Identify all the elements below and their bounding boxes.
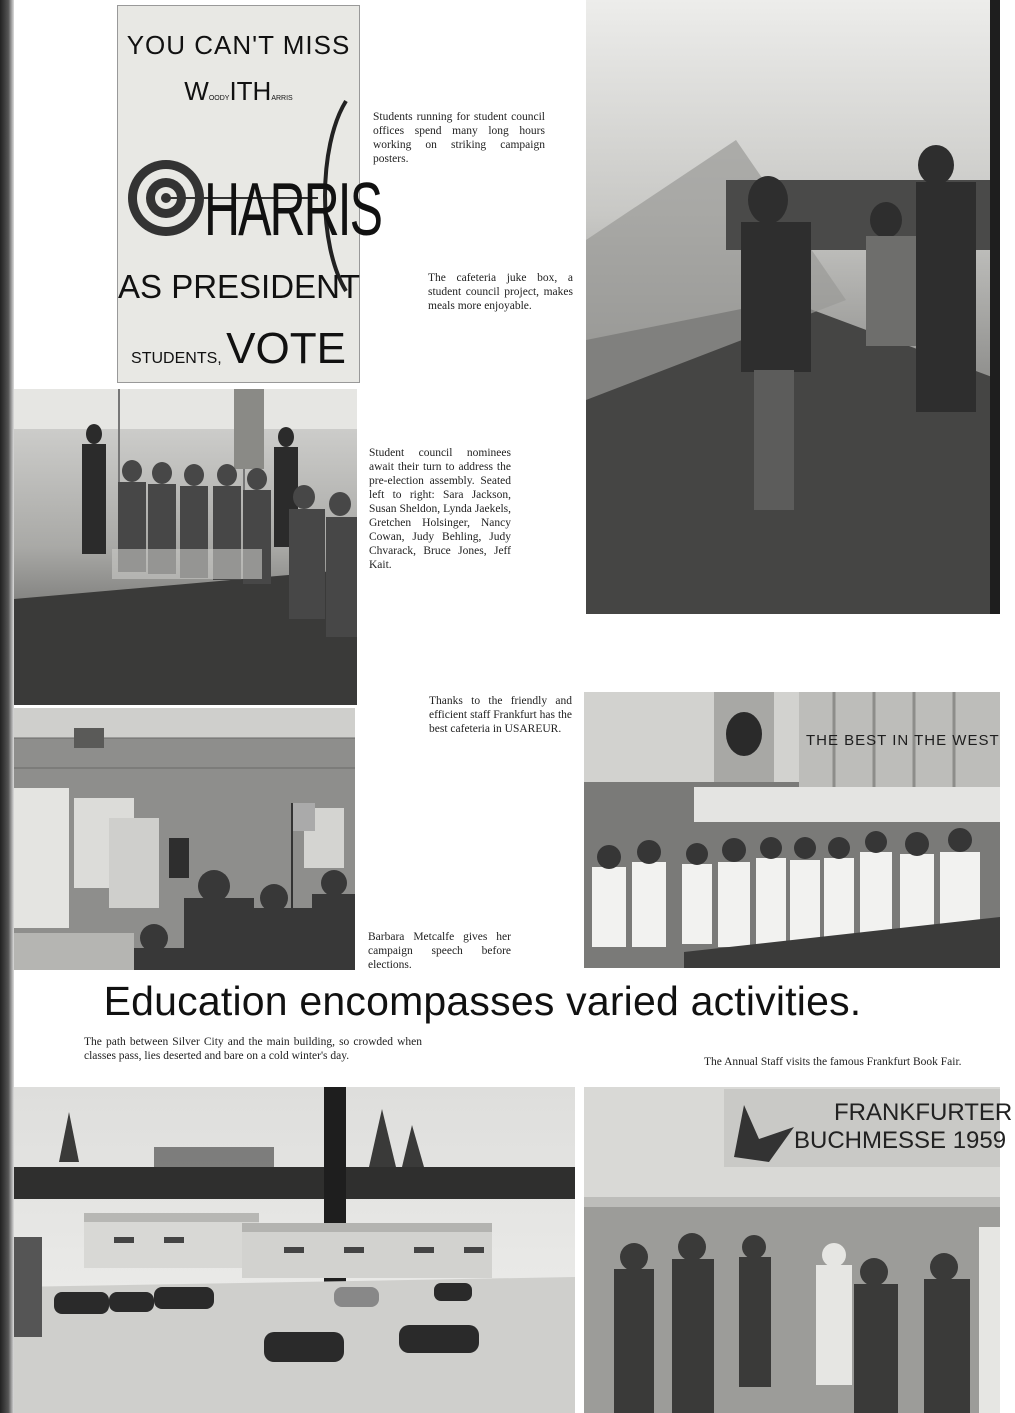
winter-scene xyxy=(14,1087,575,1413)
caption-book-fair: The Annual Staff visits the famous Frankfurt Book Fair. xyxy=(704,1056,962,1068)
poster-line-4 xyxy=(118,324,359,374)
campaign-poster-photo xyxy=(117,5,381,383)
poster-line-2-small1: OODY xyxy=(208,95,230,102)
poster-line-2-prefix: W xyxy=(184,76,209,106)
book-fair-banner-line-2: BUCHMESSE 1959 xyxy=(794,1127,1007,1154)
cafeteria-jukebox-photo xyxy=(586,0,1000,614)
silver-city-path-photo xyxy=(14,1087,575,1413)
page-headline: Education encompasses varied activities. xyxy=(103,978,862,1024)
cafeteria-staff-photo xyxy=(584,692,1000,968)
nominees-assembly-photo xyxy=(14,389,357,705)
book-fair-photo xyxy=(584,1087,1013,1413)
caption-nominees: Student council nominees await their turn to address the pre-election assembly. Seated left to right: Sara Jackson, Susan Sheldon, Lynda Jaekels, Gretchen Holsinger, Nancy Cowan, Judy Behling, Judy Chvarack, Bruce Jones, Jeff Kait. xyxy=(369,447,511,572)
poster-line-1: YOU CAN'T MISS xyxy=(126,30,351,60)
poster-big-name: HARRIS xyxy=(204,167,381,252)
speech-scene xyxy=(14,708,355,970)
caption-cafeteria-staff: Thanks to the friendly and efficient staff Frankfurt has the best cafeteria in USAREUR. xyxy=(429,695,572,736)
poster-line-2-small2: ARRIS xyxy=(271,95,293,102)
cafeteria-scene xyxy=(586,0,1000,614)
caption-jukebox: The cafeteria juke box, a student council project, makes meals more enjoyable. xyxy=(428,272,573,313)
assembly-scene xyxy=(14,389,357,705)
page-edge-strip xyxy=(0,0,14,1413)
caption-speech: Barbara Metcalfe gives her campaign speech before elections. xyxy=(368,931,511,972)
poster-line-4-small: STUDENTS, xyxy=(131,350,222,367)
book-fair-banner-line-1: FRANKFURTER xyxy=(834,1099,1013,1126)
poster-line-4-big: VOTE xyxy=(226,324,346,373)
poster-line-3: AS PRESIDENT xyxy=(118,268,361,305)
poster-line-2-main: ITH xyxy=(229,76,272,106)
campaign-speech-photo xyxy=(14,708,355,970)
poster-line-2 xyxy=(118,76,359,107)
caption-path: The path between Silver City and the main building, so crowded when classes pass, lies deserted and bare on a cold winter's day. xyxy=(84,1036,422,1063)
caption-posters: Students running for student council offices spend many long hours working on striking campaign posters. xyxy=(373,111,545,166)
cafeteria-sign: THE BEST IN THE WEST xyxy=(806,732,1000,749)
